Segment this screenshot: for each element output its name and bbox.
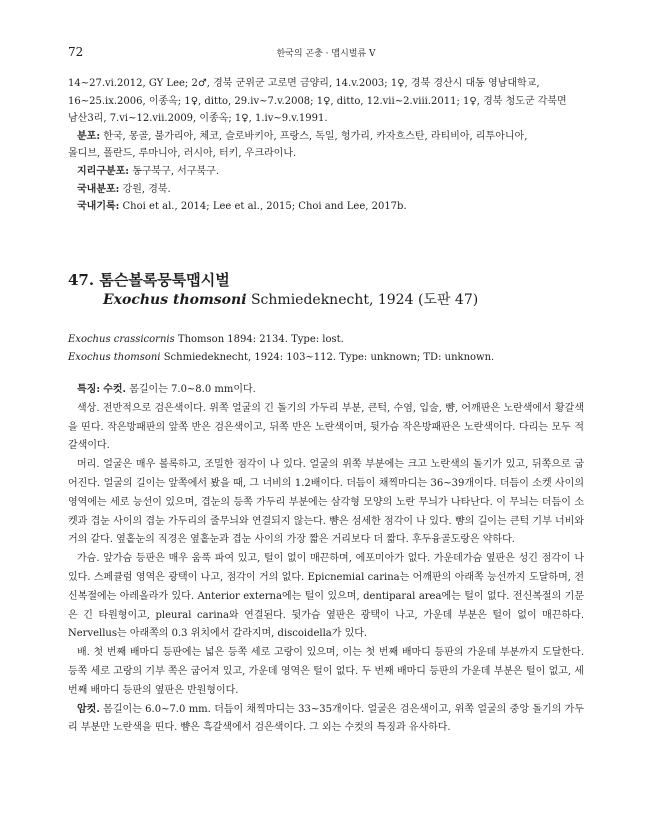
- abdomen-paragraph: 배. 첫 번째 배마디 등판에는 넓은 등쪽 세로 고랑이 있으며, 이는 첫 번째 배마디 등판의 가운데 부분까지 도달한다. 등쪽 세로 고랑의 기부 쪽은 굽어져 있고, 가운데 영역은 털이 없다. 두 번째 배마디 등판의 가운데 부분은 털이 없고, 세 번째 배마디 등판의 옆판은 반원형이다.: [68, 647, 584, 696]
- material-line: 16~25.ix.2006, 이종옥; 1♀, ditto, 29.iv~7.v.2008; 1♀, ditto, 12.vii~2.viii.2011; 1♀, 경북 청도군 각북면: [68, 95, 567, 107]
- head-paragraph: 머리. 얼굴은 매우 볼록하고, 조밀한 점각이 나 있다. 얼굴의 위쪽 부분에는 크고 노란색의 돌기가 있고, 뒤쪽으로 굽어진다. 얼굴의 길이는 앞쪽에서 봤을 때, 그 너비의 1.2배이다. 더듬이 채찍마디는 36~39개이다. 더듬이 소켓 사이의 영역에는 세로 능선이 있으며, 겹눈의 등쪽 가두리 부분에는 삼각형 모양의 노란 무늬가 나타난다. 이 무늬는 더듬이 소켓과 겹눈 사이의 겹눈 가두리의 줄무늬와 연결되지 않는다. 뺨은 섬세한 점각이 나 있다. 뺨의 길이는 큰턱 기부 너비와 거의 같다. 옆홑눈의 직경은 옆홑눈과 겹눈 사이의 가장 짧은 거리보다 더 짧다. 후두융골도랑은 약하다.: [68, 459, 584, 546]
- material-line: 14~27.vi.2012, GY Lee; 2♂, 경북 군위군 고로면 금양리, 14.v.2003; 1♀, 경북 경산시 대동 영남대학교,: [68, 78, 540, 89]
- synonym-name: Exochus thomsoni: [68, 351, 161, 363]
- species-authority: Schmiedeknecht, 1924: [250, 292, 414, 308]
- distribution-label: 분포:: [77, 130, 101, 142]
- running-title: 한국의 곤충 · 맵시벌류 V: [276, 49, 376, 59]
- features-label: 특징:: [77, 384, 101, 395]
- synonym-entry: [68, 349, 584, 367]
- female-label: 암컷.: [77, 703, 100, 715]
- species-scientific-name: Exochus thomsoni: [103, 292, 247, 308]
- synonym-citation: Schmiedeknecht, 1924: 103~112. Type: unknown; TD: unknown.: [163, 351, 495, 363]
- distribution-line: 몰디브, 폴란드, 루마니아, 러시아, 터키, 우크라이나.: [68, 148, 297, 160]
- male-label: 수컷.: [103, 384, 127, 395]
- features-paragraph: [68, 381, 584, 400]
- species-scientific-line: [68, 290, 584, 310]
- previous-species-section: [68, 75, 584, 216]
- material-line: 남산3리, 7.vi~12.vii.2009, 이종옥; 1♀, 1.iv~9.v.1991.: [68, 113, 328, 125]
- geo-label: 지리구분포:: [77, 165, 129, 177]
- female-text: 몸길이는 6.0~7.0 mm. 더듬이 채찍마디는 33~35개이다. 얼굴은 검은색이고, 위쪽 얼굴의 중앙 돌기의 가두리 부분만 노란색을 띤다. 뺨은 흑갈색에서 검은색이다. 그 외는 수컷의 특징과 유사하다.: [68, 703, 584, 734]
- geo-value: 동구북구, 서구북구.: [132, 165, 220, 177]
- geo-distribution: [68, 163, 584, 181]
- male-intro: 몸길이는 7.0~8.0 mm이다.: [129, 384, 256, 395]
- page-number: 72: [68, 45, 84, 59]
- thorax-paragraph: 가슴. 앞가슴 등판은 매우 움푹 파여 있고, 털이 없이 매끈하며, 에포미아가 없다. 가운데가슴 옆판은 성긴 점각이 나 있다. 스페큘럼 영역은 광택이 나고, 점각이 거의 없다. Epicnemial carina는 어깨판의 아래쪽 능선까지 도달하며, 전신복절에는 아레올라가 있다. Anterior externa에는 털이 있으며, dentiparal area에는 털이 없다. 전신복절의 기문은 긴 타원형이고, pleural carina와 연결된다. 뒷가슴 옆판은 광택이 나고, 가운데 부분은 털이 없이 매끈하다. Nervellus는 아래쪽의 0.3 위치에서 갈라지며, discoidella가 있다.: [68, 553, 584, 640]
- domestic-label: 국내분포:: [77, 183, 120, 195]
- synonym-name: Exochus crassicornis: [68, 334, 175, 345]
- synonymy: [68, 331, 584, 366]
- distribution: [68, 128, 584, 146]
- domestic-value: 강원, 경북.: [122, 183, 171, 195]
- material-examined: [68, 75, 584, 128]
- plate-reference: (도판 47): [417, 292, 479, 308]
- female-paragraph: [68, 701, 584, 739]
- species-title: [68, 270, 584, 290]
- species-number: 47.: [68, 271, 95, 289]
- synonym-citation: Thomson 1894: 2134. Type: lost.: [177, 334, 344, 345]
- domestic-distribution: [68, 181, 584, 199]
- color-paragraph: 색상. 전반적으로 검은색이다. 위쪽 얼굴의 긴 돌기의 가두리 부분, 큰턱, 수염, 입술, 뺨, 어깨판은 노란색에서 황갈색을 띤다. 작은방패판의 앞쪽 반은 검은색이고, 뒤쪽 반은 노란색이며, 뒷가슴 작은방패판은 노란색이다. 다리는 모두 적갈색이다.: [68, 402, 584, 452]
- records-label: 국내기록:: [77, 201, 120, 213]
- synonym-entry: [68, 331, 584, 349]
- species-description: [68, 381, 584, 738]
- species-heading: [68, 270, 584, 310]
- distribution-line: 한국, 몽골, 불가리아, 체코, 슬로바키아, 프랑스, 독일, 헝가리, 카자흐스탄, 라티비아, 리투아니아,: [103, 130, 528, 142]
- domestic-records: [68, 198, 584, 216]
- records-value: Choi et al., 2014; Lee et al., 2015; Choi and Lee, 2017b.: [122, 201, 407, 213]
- species-korean-name: 톰슨볼록뭉툭맵시벌: [99, 271, 230, 289]
